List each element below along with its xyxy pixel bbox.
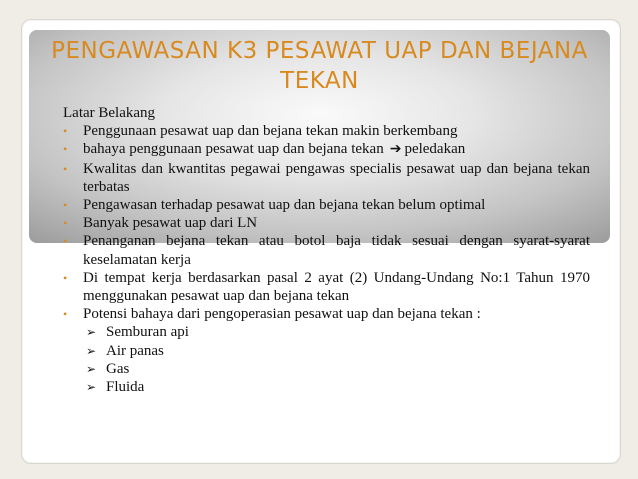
arrowhead-bullet-icon: ➢	[86, 343, 97, 358]
dot-bullet-icon: •	[63, 307, 68, 322]
bullet-text: Penanganan bejana tekan atau botol baja tidak sesuai dengan syarat-syarat keselamatan kerja	[83, 233, 590, 268]
bullet-text: bahaya penggunaan pesawat uap dan bejana tekan	[83, 141, 384, 158]
slide-title: PENGAWASAN K3 PESAWAT UAP DAN BEJANA TEKAN	[51, 38, 588, 94]
arrowhead-bullet-icon: ➢	[86, 325, 97, 340]
dot-bullet-icon: •	[63, 216, 68, 231]
dot-bullet-icon: •	[63, 124, 68, 139]
sub-bullet-list	[83, 323, 590, 396]
dot-bullet-icon: •	[63, 198, 68, 213]
dot-bullet-icon: •	[63, 270, 68, 285]
bullet-item	[63, 214, 590, 232]
sub-item	[83, 378, 590, 396]
section-heading: Latar Belakang	[63, 105, 156, 121]
bullet-text: Potensi bahaya dari pengoperasian pesawat uap dan bejana tekan :	[83, 306, 481, 323]
bullet-item	[63, 122, 590, 140]
bullet-text: Kwalitas dan kwantitas pegawai pengawas specialis pesawat uap dan bejana tekan terbatas	[83, 160, 590, 195]
dot-bullet-icon: •	[63, 234, 68, 249]
bullet-item	[63, 269, 590, 305]
dot-bullet-icon: •	[63, 161, 68, 176]
bullet-text: Banyak pesawat uap dari LN	[83, 215, 258, 232]
sub-item-text: Air panas	[106, 342, 164, 359]
bullet-list	[63, 122, 590, 396]
bullet-text: Pengawasan terhadap pesawat uap dan bejana tekan belum optimal	[83, 197, 486, 214]
sub-item-text: Gas	[106, 360, 130, 377]
bullet-item	[63, 232, 590, 268]
sub-item-text: Semburan api	[106, 324, 189, 341]
bullet-item	[63, 140, 590, 159]
sub-item	[83, 360, 590, 378]
bullet-text: Di tempat kerja berdasarkan pasal 2 ayat (2) Undang-Undang No:1 Tahun 1970 menggunakan pesawat uap dan bejana tekan	[83, 269, 590, 305]
dot-bullet-icon: •	[63, 142, 68, 157]
bullet-text: Penggunaan pesawat uap dan bejana tekan makin berkembang	[83, 123, 458, 140]
bullet-item	[63, 305, 590, 396]
right-arrow-icon: ➔	[389, 142, 402, 158]
arrowhead-bullet-icon: ➢	[86, 361, 97, 376]
bullet-text-result: peledakan	[404, 141, 466, 158]
arrowhead-bullet-icon: ➢	[86, 380, 97, 395]
sub-item	[83, 342, 590, 360]
bullet-item	[63, 196, 590, 214]
sub-item-text: Fluida	[106, 379, 145, 396]
bullet-item	[63, 160, 590, 196]
sub-item	[83, 323, 590, 341]
content-body	[63, 104, 590, 396]
